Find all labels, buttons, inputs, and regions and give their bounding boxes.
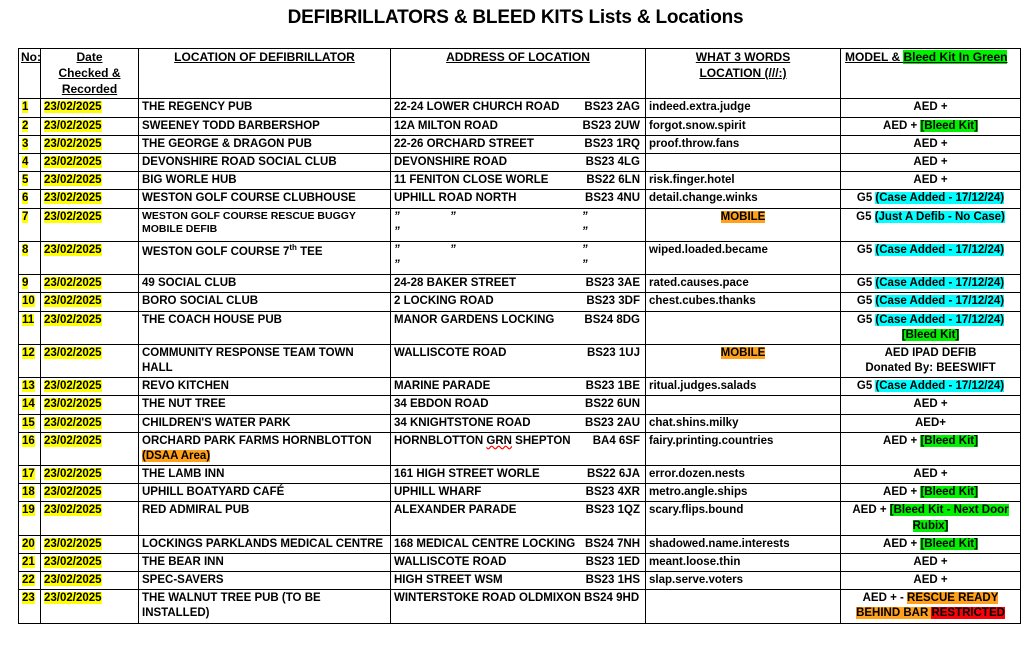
defibrillator-location: REVO KITCHEN: [139, 378, 391, 396]
address-of-location: UPHILL WHARF BS23 4XR: [391, 484, 646, 502]
row-number: 10: [19, 293, 41, 311]
date-checked: 23/02/2025: [41, 275, 139, 293]
date-checked: 23/02/2025: [41, 502, 139, 535]
what3words-location: [646, 396, 841, 414]
table-row: [19, 535, 1021, 553]
address-of-location: 11 FENITON CLOSE WORLE BS22 6LN: [391, 172, 646, 190]
table-row: [19, 117, 1021, 135]
table-row: [19, 466, 1021, 484]
date-checked: 23/02/2025: [41, 432, 139, 465]
model-and-bleed-kit: AED + - RESCUE READY BEHIND BAR RESTRICTED: [841, 590, 1021, 623]
date-checked: 23/02/2025: [41, 535, 139, 553]
model-and-bleed-kit: AED +: [841, 572, 1021, 590]
address-of-location: 12A MILTON ROAD BS23 2UW: [391, 117, 646, 135]
date-checked: 23/02/2025: [41, 99, 139, 117]
model-and-bleed-kit: G5 (Just A Defib - No Case): [841, 208, 1021, 241]
table-row: [19, 275, 1021, 293]
date-checked: 23/02/2025: [41, 414, 139, 432]
column-header-no-label: No:: [21, 50, 41, 64]
defibrillator-location: LOCKINGS PARKLANDS MEDICAL CENTRE: [139, 535, 391, 553]
date-checked: 23/02/2025: [41, 172, 139, 190]
column-header-w3w-line2: LOCATION (///:): [699, 65, 787, 80]
what3words-location: detail.change.winks: [646, 190, 841, 208]
what3words-location: meant.loose.thin: [646, 553, 841, 571]
model-and-bleed-kit: AED + [Bleed Kit]: [841, 535, 1021, 553]
table-row: [19, 208, 1021, 241]
column-header-model-prefix: MODEL &: [845, 50, 904, 64]
model-and-bleed-kit: AED + [Bleed Kit - Next Door Rubix]: [841, 502, 1021, 535]
model-and-bleed-kit: AED +: [841, 172, 1021, 190]
date-checked: 23/02/2025: [41, 396, 139, 414]
what3words-location: chat.shins.milky: [646, 414, 841, 432]
what3words-location: fairy.printing.countries: [646, 432, 841, 465]
what3words-location: [646, 154, 841, 172]
what3words-location: chest.cubes.thanks: [646, 293, 841, 311]
model-and-bleed-kit: AED + [Bleed Kit]: [841, 117, 1021, 135]
what3words-location: proof.throw.fans: [646, 135, 841, 153]
date-checked: 23/02/2025: [41, 135, 139, 153]
date-checked: 23/02/2025: [41, 484, 139, 502]
defibrillator-location: SPEC-SAVERS: [139, 572, 391, 590]
table-row: [19, 172, 1021, 190]
model-and-bleed-kit: AED +: [841, 135, 1021, 153]
date-checked: 23/02/2025: [41, 311, 139, 344]
row-number: 4: [19, 154, 41, 172]
column-header-location: [139, 49, 391, 99]
address-of-location: ” ”” ””: [391, 241, 646, 274]
what3words-location: MOBILE: [646, 208, 841, 241]
column-header-date-line1: Date: [76, 50, 103, 64]
model-and-bleed-kit: G5 (Case Added - 17/12/24): [841, 378, 1021, 396]
address-of-location: WALLISCOTE ROAD BS23 1ED: [391, 553, 646, 571]
row-number: 9: [19, 275, 41, 293]
what3words-location: scary.flips.bound: [646, 502, 841, 535]
row-number: 7: [19, 208, 41, 241]
model-and-bleed-kit: G5 (Case Added - 17/12/24): [841, 241, 1021, 274]
date-checked: 23/02/2025: [41, 293, 139, 311]
address-of-location: 22-24 LOWER CHURCH ROAD BS23 2AG: [391, 99, 646, 117]
what3words-location: wiped.loaded.became: [646, 241, 841, 274]
table-row: [19, 241, 1021, 274]
address-of-location: ALEXANDER PARADE BS23 1QZ: [391, 502, 646, 535]
defibrillator-location: THE NUT TREE: [139, 396, 391, 414]
what3words-location: ritual.judges.salads: [646, 378, 841, 396]
address-of-location: 24-28 BAKER STREET BS23 3AE: [391, 275, 646, 293]
date-checked: 23/02/2025: [41, 344, 139, 377]
defibrillator-location: THE COACH HOUSE PUB: [139, 311, 391, 344]
what3words-location: shadowed.name.interests: [646, 535, 841, 553]
defibrillator-location: BIG WORLE HUB: [139, 172, 391, 190]
column-header-no: [19, 49, 41, 99]
table-row: [19, 378, 1021, 396]
address-of-location: 161 HIGH STREET WORLE BS22 6JA: [391, 466, 646, 484]
model-and-bleed-kit: AED IPAD DEFIB Donated By: BEESWIFT: [841, 344, 1021, 377]
address-of-location: 34 KNIGHTSTONE ROAD BS23 2AU: [391, 414, 646, 432]
address-of-location: WALLISCOTE ROAD BS23 1UJ: [391, 344, 646, 377]
model-and-bleed-kit: AED +: [841, 154, 1021, 172]
defibrillator-location: 49 SOCIAL CLUB: [139, 275, 391, 293]
row-number: 20: [19, 535, 41, 553]
address-of-location: HIGH STREET WSM BS23 1HS: [391, 572, 646, 590]
page-title: DEFIBRILLATORS & BLEED KITS Lists & Locations: [287, 7, 744, 28]
what3words-location: MOBILE: [646, 344, 841, 377]
date-checked: 23/02/2025: [41, 190, 139, 208]
row-number: 16: [19, 432, 41, 465]
address-of-location: ” ”” ””: [391, 208, 646, 241]
model-and-bleed-kit: AED+: [841, 414, 1021, 432]
defibrillator-location: DEVONSHIRE ROAD SOCIAL CLUB: [139, 154, 391, 172]
address-of-location: MARINE PARADE BS23 1BE: [391, 378, 646, 396]
table-row: [19, 311, 1021, 344]
column-header-address: [391, 49, 646, 99]
title-bar: [0, 0, 1031, 48]
row-number: 12: [19, 344, 41, 377]
address-of-location: 168 MEDICAL CENTRE LOCKING BS24 7NH: [391, 535, 646, 553]
date-checked: 23/02/2025: [41, 117, 139, 135]
table-body: [19, 99, 1021, 623]
what3words-location: metro.angle.ships: [646, 484, 841, 502]
model-and-bleed-kit: G5 (Case Added - 17/12/24) [Bleed Kit]: [841, 311, 1021, 344]
row-number: 5: [19, 172, 41, 190]
defibrillator-location: COMMUNITY RESPONSE TEAM TOWN HALL: [139, 344, 391, 377]
column-header-location-label: LOCATION OF DEFIBRILLATOR: [174, 50, 355, 64]
defibrillator-location: WESTON GOLF COURSE 7th TEE: [139, 241, 391, 274]
table-row: [19, 154, 1021, 172]
row-number: 22: [19, 572, 41, 590]
date-checked: 23/02/2025: [41, 208, 139, 241]
what3words-location: indeed.extra.judge: [646, 99, 841, 117]
table-row: [19, 414, 1021, 432]
what3words-location: error.dozen.nests: [646, 466, 841, 484]
table-header: [19, 49, 1021, 99]
column-header-model-highlight: Bleed Kit In Green: [903, 50, 1008, 64]
defibrillator-location: THE WALNUT TREE PUB (TO BE INSTALLED): [139, 590, 391, 623]
date-checked: 23/02/2025: [41, 241, 139, 274]
row-number: 14: [19, 396, 41, 414]
model-and-bleed-kit: AED +: [841, 466, 1021, 484]
defibrillator-location: ORCHARD PARK FARMS HORNBLOTTON (DSAA Area): [139, 432, 391, 465]
what3words-location: rated.causes.pace: [646, 275, 841, 293]
defibrillator-location: RED ADMIRAL PUB: [139, 502, 391, 535]
model-and-bleed-kit: G5 (Case Added - 17/12/24): [841, 275, 1021, 293]
what3words-location: risk.finger.hotel: [646, 172, 841, 190]
model-and-bleed-kit: AED +: [841, 553, 1021, 571]
header-row: [19, 49, 1021, 99]
column-header-address-label: ADDRESS OF LOCATION: [446, 50, 590, 64]
date-checked: 23/02/2025: [41, 590, 139, 623]
model-and-bleed-kit: AED +: [841, 99, 1021, 117]
what3words-location: slap.serve.voters: [646, 572, 841, 590]
address-of-location: UPHILL ROAD NORTH BS23 4NU: [391, 190, 646, 208]
row-number: 19: [19, 502, 41, 535]
table-row: [19, 502, 1021, 535]
defibrillator-location: WESTON GOLF COURSE RESCUE BUGGY MOBILE DEFIB: [139, 208, 391, 241]
row-number: 18: [19, 484, 41, 502]
row-number: 1: [19, 99, 41, 117]
row-number: 17: [19, 466, 41, 484]
address-of-location: DEVONSHIRE ROAD BS23 4LG: [391, 154, 646, 172]
address-of-location: 2 LOCKING ROAD BS23 3DF: [391, 293, 646, 311]
row-number: 13: [19, 378, 41, 396]
table-row: [19, 293, 1021, 311]
table-row: [19, 344, 1021, 377]
row-number: 15: [19, 414, 41, 432]
column-header-date-line2: Checked &: [58, 65, 121, 80]
column-header-what3words: [646, 49, 841, 99]
defibrillator-location: BORO SOCIAL CLUB: [139, 293, 391, 311]
table-row: [19, 484, 1021, 502]
date-checked: 23/02/2025: [41, 466, 139, 484]
date-checked: 23/02/2025: [41, 154, 139, 172]
column-header-date-line3: Recorded: [61, 81, 118, 96]
model-and-bleed-kit: AED + [Bleed Kit]: [841, 484, 1021, 502]
what3words-location: [646, 311, 841, 344]
defibrillator-location: UPHILL BOATYARD CAFÉ: [139, 484, 391, 502]
address-of-location: 22-26 ORCHARD STREET BS23 1RQ: [391, 135, 646, 153]
column-header-w3w-line1: WHAT 3 WORDS: [695, 50, 791, 64]
date-checked: 23/02/2025: [41, 572, 139, 590]
what3words-location: forgot.snow.spirit: [646, 117, 841, 135]
defibrillator-location: WESTON GOLF COURSE CLUBHOUSE: [139, 190, 391, 208]
defibrillator-location: THE BEAR INN: [139, 553, 391, 571]
table-row: [19, 572, 1021, 590]
model-and-bleed-kit: G5 (Case Added - 17/12/24): [841, 293, 1021, 311]
row-number: 2: [19, 117, 41, 135]
row-number: 11: [19, 311, 41, 344]
row-number: 8: [19, 241, 41, 274]
table-row: [19, 396, 1021, 414]
row-number: 23: [19, 590, 41, 623]
model-and-bleed-kit: AED +: [841, 396, 1021, 414]
column-header-date: [41, 49, 139, 99]
defibrillator-location: THE REGENCY PUB: [139, 99, 391, 117]
row-number: 3: [19, 135, 41, 153]
model-and-bleed-kit: G5 (Case Added - 17/12/24): [841, 190, 1021, 208]
defibrillator-location: CHILDREN'S WATER PARK: [139, 414, 391, 432]
row-number: 21: [19, 553, 41, 571]
what3words-location: [646, 590, 841, 623]
table-row: [19, 432, 1021, 465]
table-row: [19, 553, 1021, 571]
address-of-location: MANOR GARDENS LOCKING BS24 8DG: [391, 311, 646, 344]
defibrillator-location: THE GEORGE & DRAGON PUB: [139, 135, 391, 153]
address-of-location: HORNBLOTTON GRN SHEPTON BA4 6SF: [391, 432, 646, 465]
address-of-location: WINTERSTOKE ROAD OLDMIXON BS24 9HD: [391, 590, 646, 623]
defibrillator-location: SWEENEY TODD BARBERSHOP: [139, 117, 391, 135]
column-header-model: [841, 49, 1021, 99]
date-checked: 23/02/2025: [41, 378, 139, 396]
table-row: [19, 190, 1021, 208]
defibrillator-location: THE LAMB INN: [139, 466, 391, 484]
table-row: [19, 99, 1021, 117]
address-of-location: 34 EBDON ROAD BS22 6UN: [391, 396, 646, 414]
date-checked: 23/02/2025: [41, 553, 139, 571]
table-row: [19, 590, 1021, 623]
table-row: [19, 135, 1021, 153]
row-number: 6: [19, 190, 41, 208]
model-and-bleed-kit: AED + [Bleed Kit]: [841, 432, 1021, 465]
defibrillator-list-table: [18, 48, 1021, 624]
